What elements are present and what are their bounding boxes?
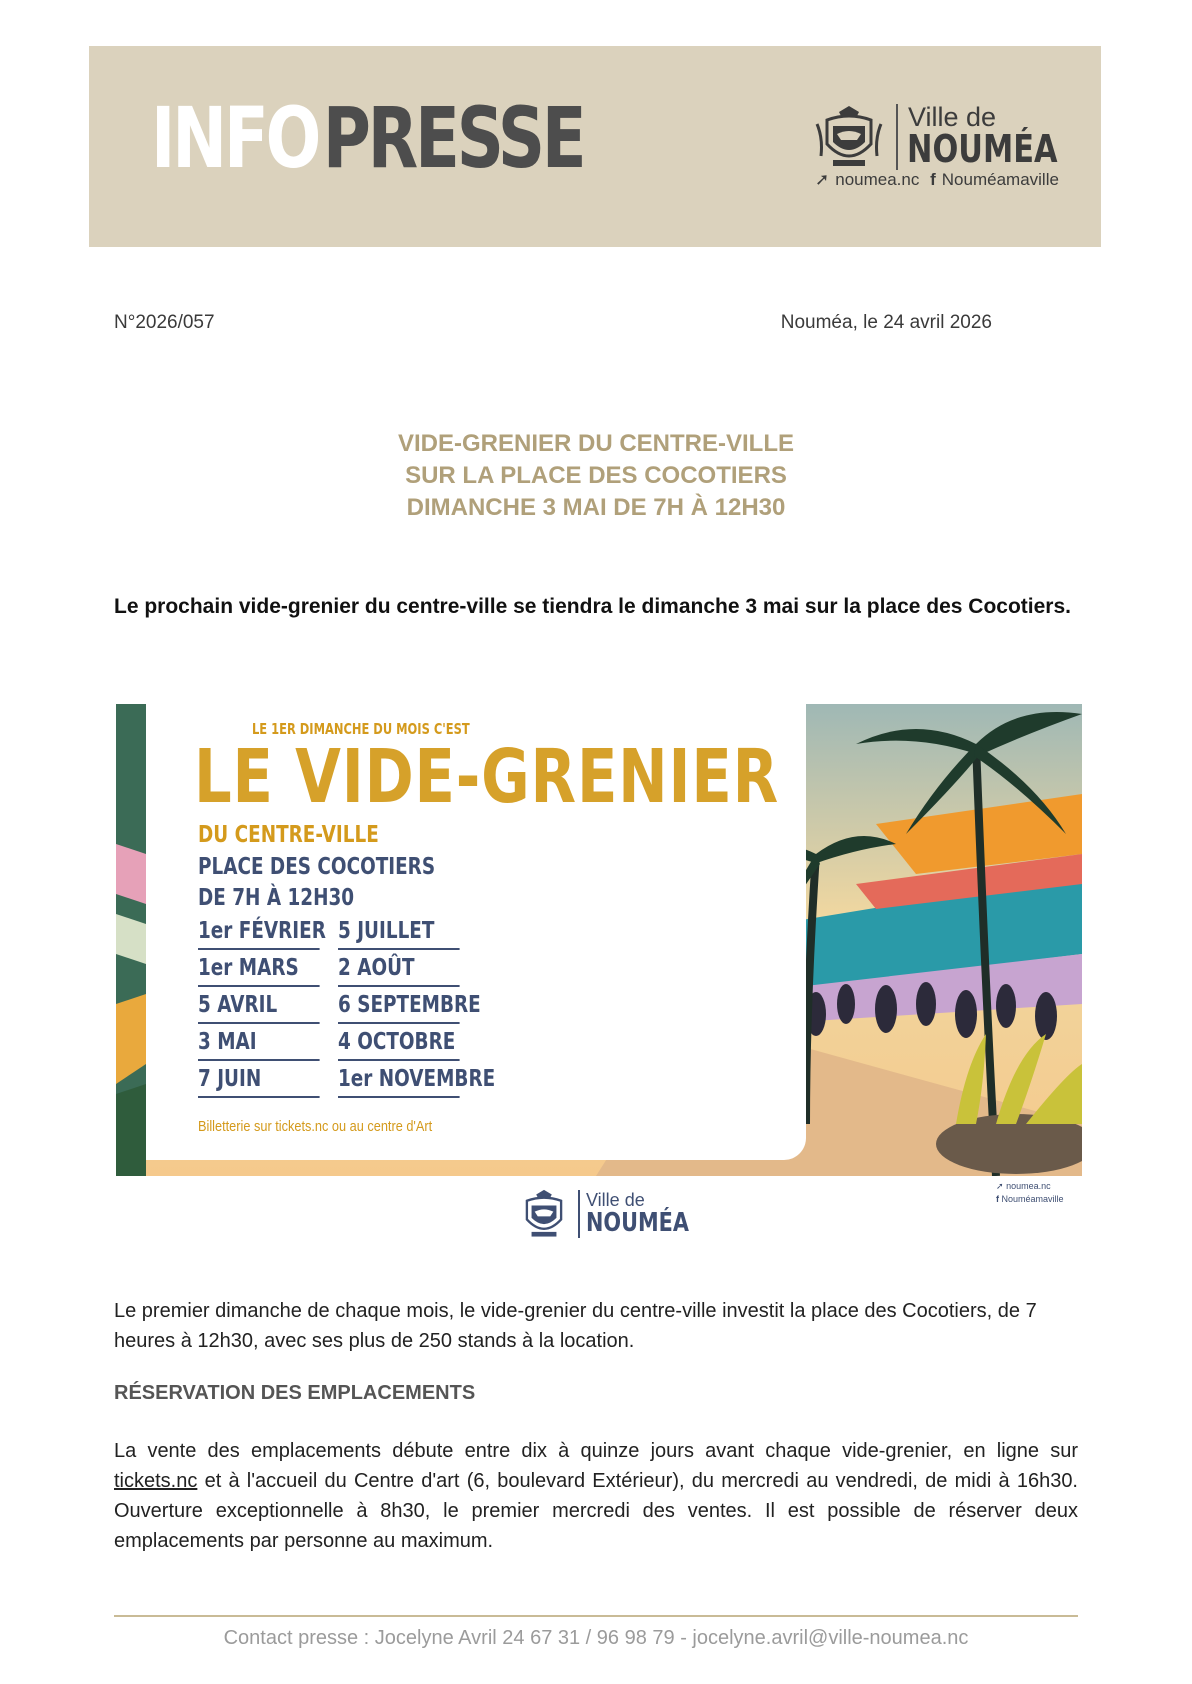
poster-footer [116,1176,1082,1236]
footer-divider [114,1615,1078,1617]
logo-noumea: NOUMÉA [907,127,1058,171]
poster-links [996,1180,1064,1206]
headline-line-2: SUR LA PLACE DES COCOTIERS [405,462,787,489]
poster-logo-noumea: NOUMÉA [586,1208,689,1238]
poster-kicker: LE 1ER DIMANCHE DU MOIS C'EST [252,720,470,738]
logo-links [815,170,1065,190]
city-crest-icon [813,104,885,170]
para2-text-after: et à l'accueil du Centre d'art (6, boulevard Extérieur), du mercredi au vendredi, de midi à 16h30. Ouverture exceptionnelle à 8h30, le premier mercredi des ventes. Il est possible de réserver deux emplacements par personne au maximum. [114,1470,1078,1552]
poster-date: 2 AOÛT [338,955,460,987]
poster-date: 1er FÉVRIER [198,918,320,950]
info-presse-title [151,89,584,187]
para2-text-before: La vente des emplacements débute entre dix à quinze jours avant chaque vide-grenier, en ligne sur [114,1440,1078,1462]
logo-divider [896,104,898,170]
header-banner [89,46,1101,247]
lead-paragraph: Le prochain vide-grenier du centre-ville se tiendra le dimanche 3 mai sur la place des Cocotiers. [114,595,1071,618]
press-reference: N°2026/057 [114,312,215,333]
body-paragraph-1: Le premier dimanche de chaque mois, le vide-grenier du centre-ville investit la place des Cocotiers, de 7 heures à 12h30, avec ses plus de 250 stands à la location. [114,1300,1037,1352]
headline-line-3: DIMANCHE 3 MAI DE 7H À 12H30 [406,494,786,521]
press-contact: Contact presse : Jocelyne Avril 24 67 31 / 96 98 79 - jocelyne.avril@ville-noumea.nc [223,1627,969,1649]
poster-subtitle: DU CENTRE-VILLE [198,822,379,848]
poster-place: PLACE DES COCOTIERS [198,854,436,880]
site-link[interactable]: noumea.nc [835,170,920,189]
poster-billetterie: Billetterie sur tickets.nc ou au centre d'Art [198,1118,433,1135]
poster-date: 5 JUILLET [338,918,460,950]
headline-line-1: VIDE-GRENIER DU CENTRE-VILLE [397,430,795,457]
press-date: Nouméa, le 24 avril 2026 [780,312,992,333]
send-arrow-icon: ➚ [996,1181,1004,1191]
title-info: INFO [151,89,319,187]
poster-date: 7 JUIN [198,1066,320,1098]
section-heading: RÉSERVATION DES EMPLACEMENTS [114,1382,476,1404]
poster-date: 5 AVRIL [198,992,320,1024]
tickets-link[interactable]: tickets.nc [114,1470,198,1492]
poster-date: 1er NOVEMBRE [338,1066,460,1098]
send-arrow-icon: ➚ [815,170,830,189]
facebook-icon: f [930,170,936,189]
event-poster [116,704,1082,1176]
facebook-link[interactable]: Nouméamaville [941,170,1059,189]
poster-text-panel [146,704,806,1160]
poster-date: 1er MARS [198,955,320,987]
city-crest-icon [516,1188,572,1240]
poster-hours: DE 7H À 12H30 [198,885,355,911]
poster-logo-ville-de: Ville de [586,1190,645,1210]
poster-title: LE VIDE-GRENIER [194,734,779,820]
body-paragraph-2 [114,1436,1078,1556]
poster-facebook-link: Nouméamaville [1001,1194,1064,1204]
title-presse: PRESSE [322,89,584,187]
poster-site-link: noumea.nc [1006,1181,1051,1191]
poster-date: 3 MAI [198,1029,320,1061]
logo-divider [578,1190,580,1238]
headline [100,428,1092,524]
poster-date: 6 SEPTEMBRE [338,992,460,1024]
facebook-icon: f [996,1194,999,1204]
poster-date: 4 OCTOBRE [338,1029,460,1061]
logo-ville-de: Ville de [908,102,997,132]
